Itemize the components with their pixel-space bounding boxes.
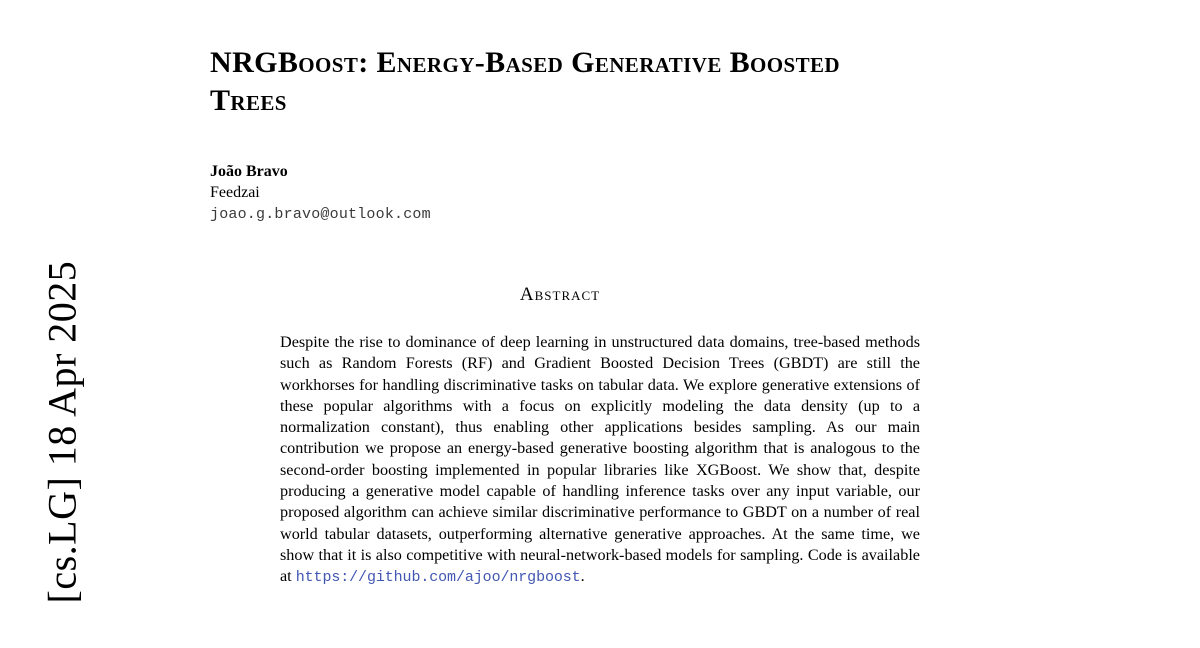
paper-content-column: [210, 0, 930, 648]
code-repository-link[interactable]: https://github.com/ajoo/nrgboost: [295, 569, 581, 587]
arxiv-identifier-stamp: [0, 0, 120, 648]
abstract-text: Despite the rise to dominance of deep learning in unstructured data domains, tree-based methods such as Random Forests (RF) and Gradient Boosted Decision Trees (GBDT) are still the workhorses for handling discriminative tasks on tabular data. We explore generative extensions of these popular algorithms with a focus on explicitly modeling the data density (up to a normalization constant), thus enabling other applications besides sampling. As our main contribution we propose an energy-based generative boosting algorithm that is analogous to the second-order boosting implemented in popular libraries like XGBoost. We show that, despite producing a generative model capable of handling inference tasks over any input variable, our proposed algorithm can achieve similar discriminative performance to GBDT on a number of real world tabular datasets, outperforming alternative generative approaches. At the same time, we show that it is also competitive with neural-network-based models for sampling. Code is available at: [280, 333, 920, 586]
arxiv-stamp-text: [cs.LG] 18 Apr 2025: [39, 260, 85, 604]
author-name: João Bravo: [210, 163, 288, 180]
author-affiliation: Feedzai: [210, 184, 260, 201]
abstract-text-tail: .: [580, 567, 585, 586]
author-email: joao.g.bravo@outlook.com: [210, 206, 431, 223]
abstract-body: [280, 332, 920, 589]
author-block: [210, 162, 930, 226]
abstract-heading: Abstract: [519, 284, 601, 305]
page-title: NRGBoost: Energy-Based Generative Boosted Trees: [210, 46, 840, 117]
